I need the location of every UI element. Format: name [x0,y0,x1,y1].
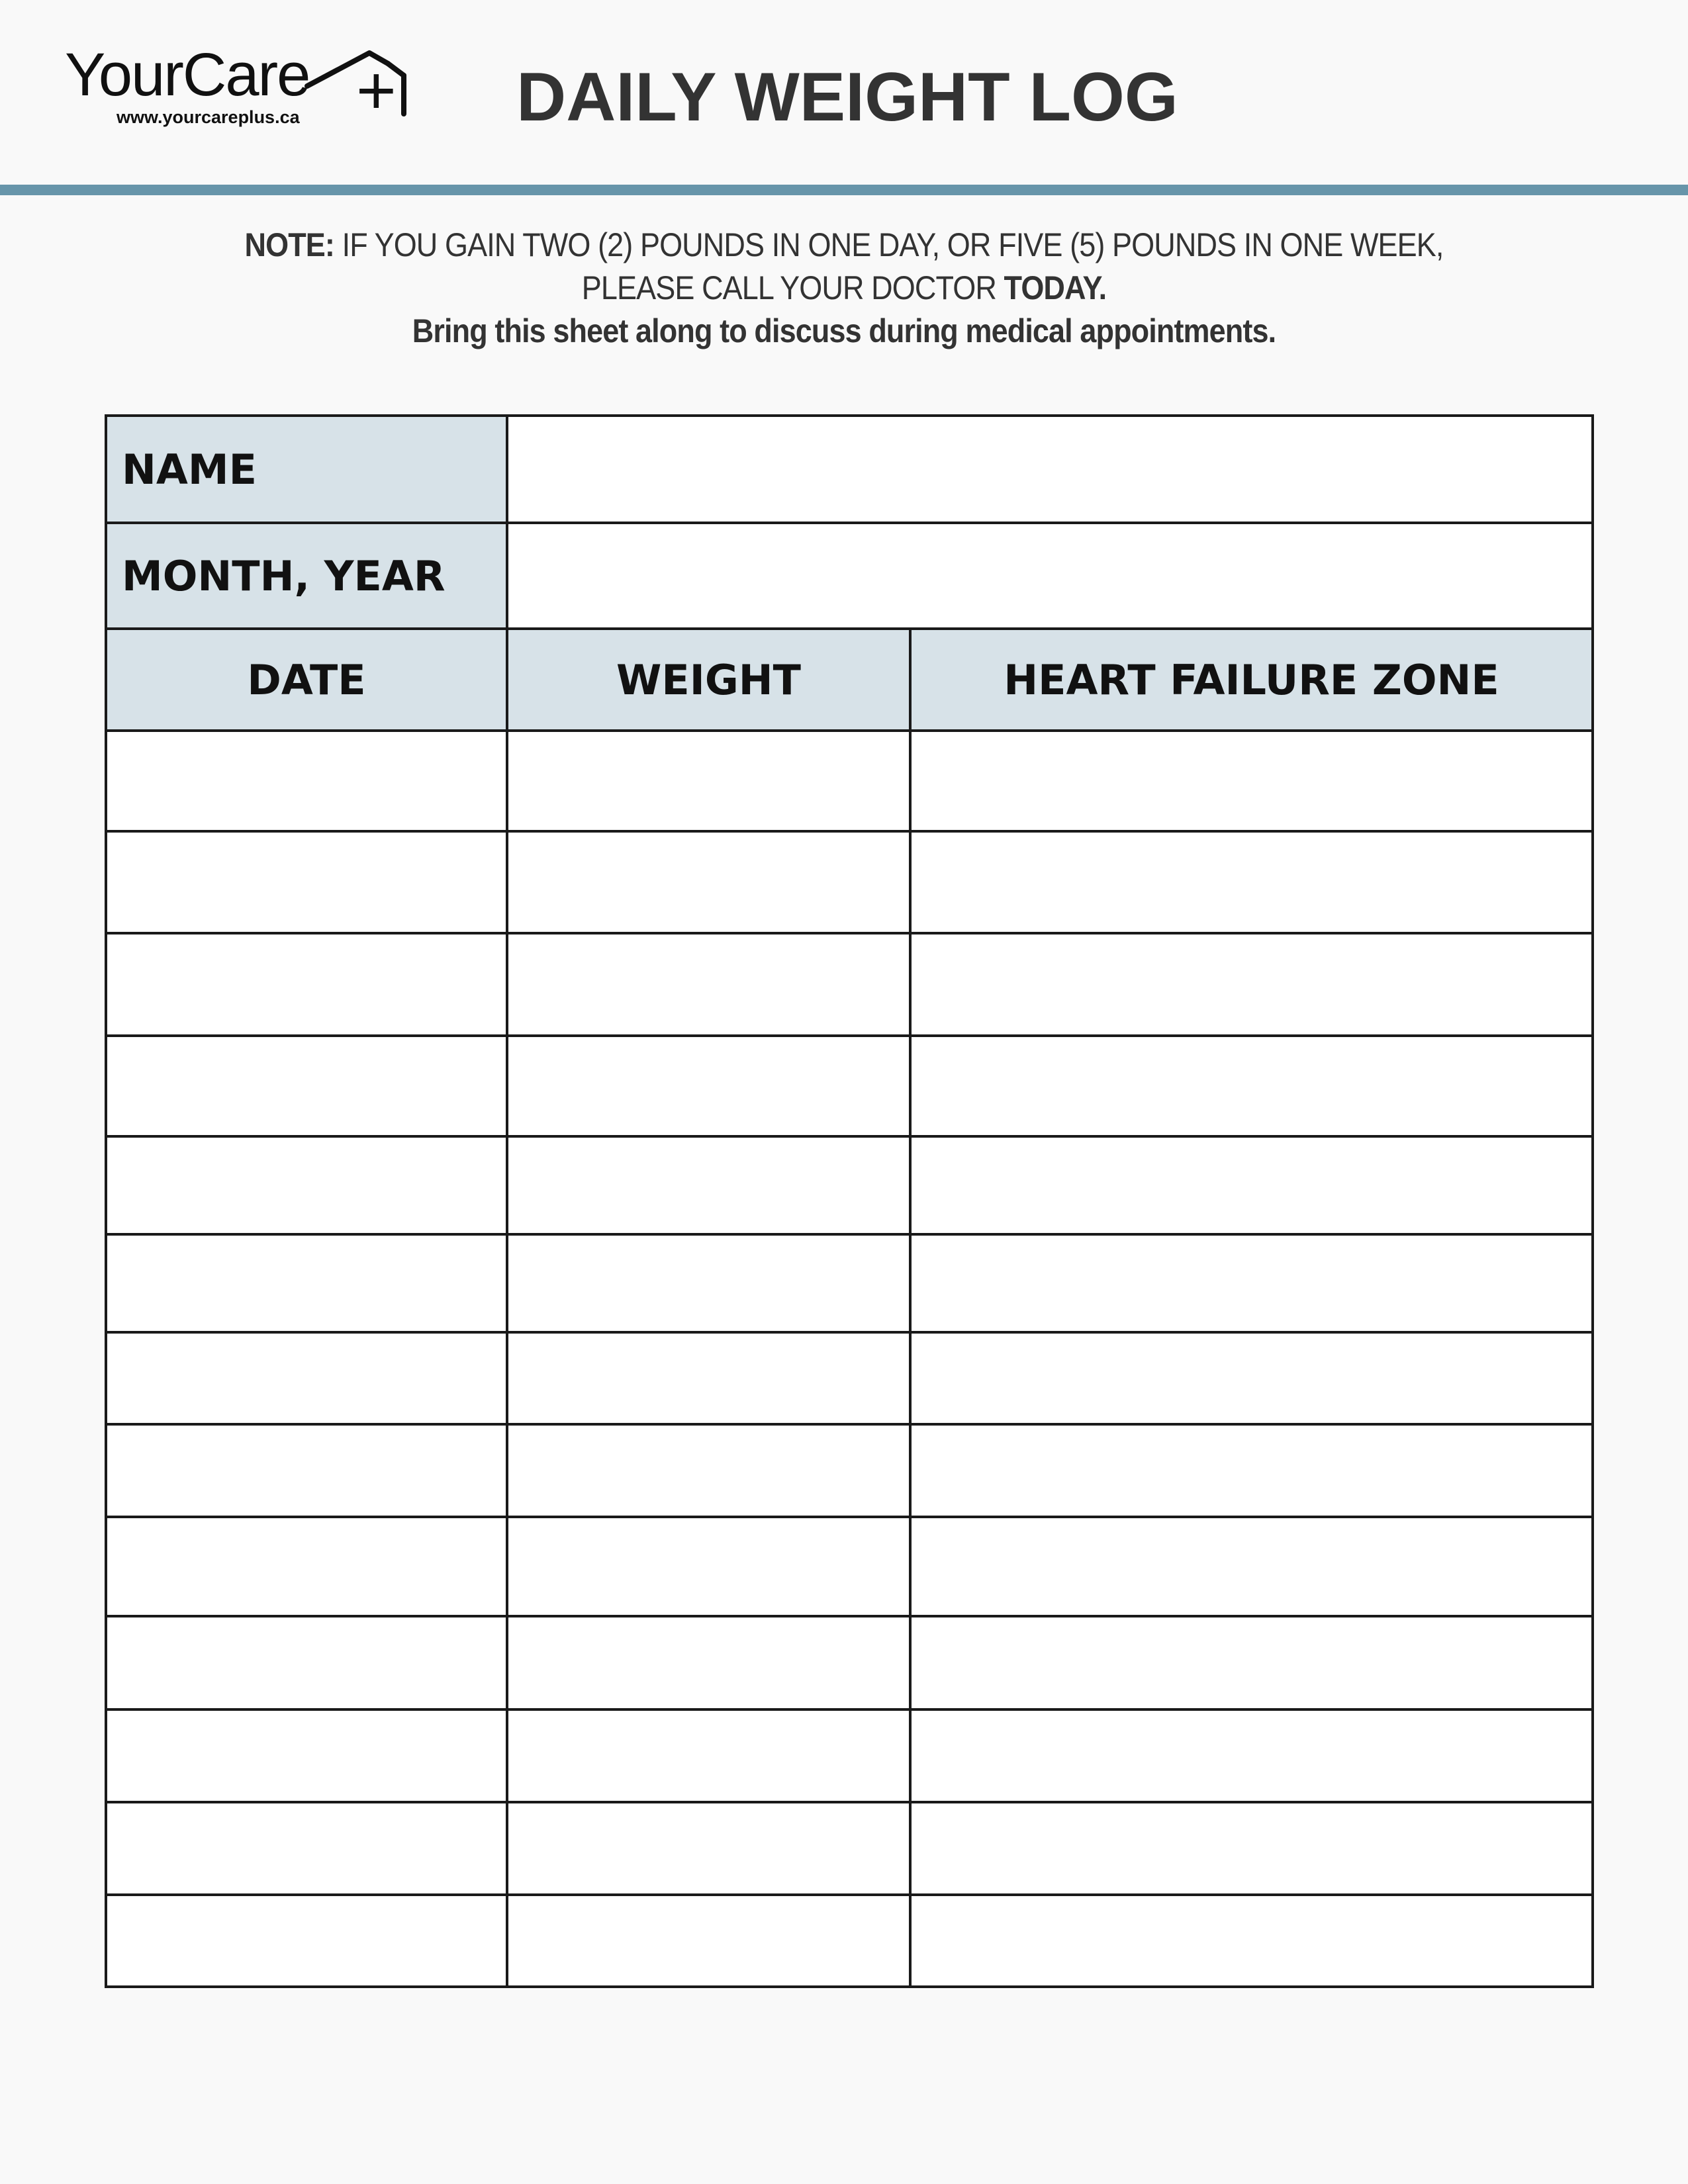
weight-cell[interactable] [507,1517,910,1616]
weight-gain-note [0,224,1688,353]
weight-cell[interactable] [507,1424,910,1517]
note-line-3: Bring this sheet along to discuss during medical appointments. [412,312,1276,349]
note-line-2-text: PLEASE CALL YOUR DOCTOR [581,269,1004,306]
weight-cell[interactable] [507,831,910,933]
weight-cell[interactable] [507,1895,910,1987]
table-row [106,1332,1593,1424]
date-cell[interactable] [106,1332,507,1424]
logo-url: www.yourcareplus.ca [117,107,300,127]
date-cell[interactable] [106,1136,507,1234]
date-cell[interactable] [106,933,507,1036]
name-label: NAME [106,416,507,523]
table-row [106,1616,1593,1709]
table-row [106,1709,1593,1802]
note-today: TODAY. [1004,269,1107,306]
month-year-label: MONTH, YEAR [106,523,507,629]
note-line-2 [85,267,1604,310]
page-title-text: DAILY WEIGHT LOG [516,59,1178,136]
weight-cell[interactable] [507,933,910,1036]
month-year-field[interactable] [507,523,1593,629]
table-row [106,1136,1593,1234]
name-field[interactable] [507,416,1593,523]
weight-cell[interactable] [507,1332,910,1424]
logo-plus-glyph: + [356,52,397,118]
date-cell[interactable] [106,1802,507,1895]
table-row [106,1802,1593,1895]
date-cell[interactable] [106,1616,507,1709]
weight-cell[interactable] [507,731,910,831]
heart-failure-zone-cell[interactable] [910,933,1593,1036]
heart-failure-zone-cell[interactable] [910,1709,1593,1802]
heart-failure-zone-cell[interactable] [910,1802,1593,1895]
column-header-weight: WEIGHT [507,629,910,731]
column-header-date: DATE [106,629,507,731]
heart-failure-zone-cell[interactable] [910,1424,1593,1517]
date-cell[interactable] [106,1895,507,1987]
date-cell[interactable] [106,1709,507,1802]
column-header-heart-failure-zone: HEART FAILURE ZONE [910,629,1593,731]
weight-cell[interactable] [507,1036,910,1136]
date-cell[interactable] [106,1036,507,1136]
table-row [106,933,1593,1036]
note-line-1-text: IF YOU GAIN TWO (2) POUNDS IN ONE DAY, OR FIVE (5) POUNDS IN ONE WEEK, [334,226,1444,263]
note-line-1 [85,224,1604,267]
heart-failure-zone-cell[interactable] [910,831,1593,933]
weight-cell[interactable] [507,1136,910,1234]
heart-failure-zone-cell[interactable] [910,1234,1593,1332]
heart-failure-zone-cell[interactable] [910,731,1593,831]
heart-failure-zone-cell[interactable] [910,1332,1593,1424]
name-row [106,416,1593,523]
heart-failure-zone-cell[interactable] [910,1036,1593,1136]
page-title [0,54,1688,140]
column-header-row [106,629,1593,731]
table-row [106,1234,1593,1332]
heart-failure-zone-cell[interactable] [910,1517,1593,1616]
heart-failure-zone-cell[interactable] [910,1136,1593,1234]
weight-cell[interactable] [507,1802,910,1895]
date-cell[interactable] [106,831,507,933]
heart-failure-zone-cell[interactable] [910,1616,1593,1709]
table-row [106,1895,1593,1987]
date-cell[interactable] [106,1424,507,1517]
weight-cell[interactable] [507,1234,910,1332]
weight-log-table [105,414,1594,1988]
weight-cell[interactable] [507,1616,910,1709]
table-row [106,1424,1593,1517]
date-cell[interactable] [106,1234,507,1332]
heart-failure-zone-cell[interactable] [910,1895,1593,1987]
header-divider [0,185,1688,195]
table-row [106,831,1593,933]
note-label: NOTE: [244,226,334,263]
log-rows [106,731,1593,1987]
month-year-row [106,523,1593,629]
logo-wordmark: YourCare [65,41,310,109]
date-cell[interactable] [106,731,507,831]
table-row [106,1517,1593,1616]
weight-cell[interactable] [507,1709,910,1802]
table-row [106,731,1593,831]
table-row [106,1036,1593,1136]
date-cell[interactable] [106,1517,507,1616]
